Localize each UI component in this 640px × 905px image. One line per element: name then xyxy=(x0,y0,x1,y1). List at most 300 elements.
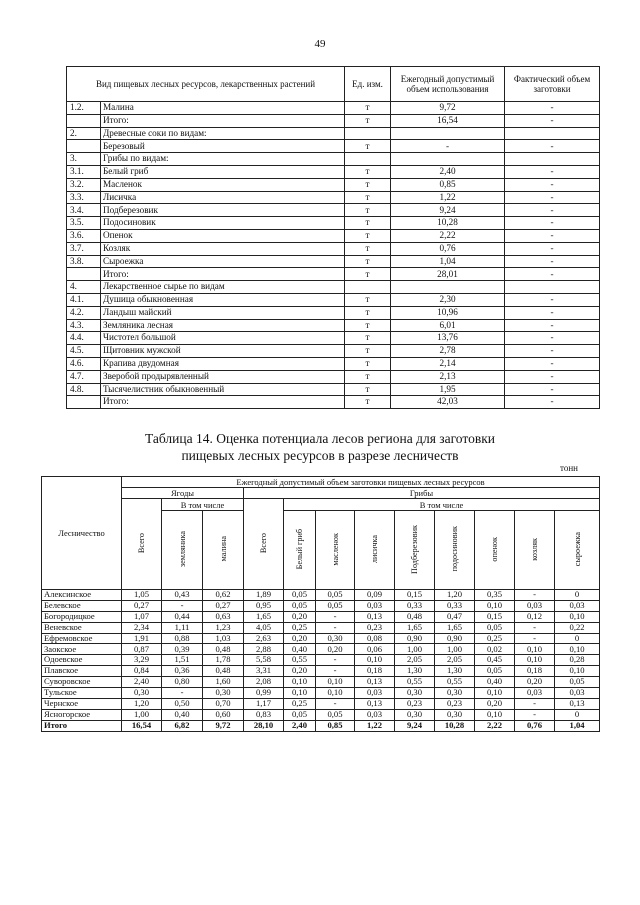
table-row xyxy=(67,191,600,204)
value-cell: 0,10 xyxy=(475,709,515,720)
value-cell: - xyxy=(515,622,555,633)
value-cell: 0,63 xyxy=(203,611,244,622)
resource-name: Подберезовик xyxy=(101,204,345,217)
value-cell: 0,13 xyxy=(355,677,395,688)
value-cell: 1,65 xyxy=(395,622,435,633)
actual-cell: - xyxy=(505,293,600,306)
value-cell: 0,25 xyxy=(284,622,316,633)
unit-cell: т xyxy=(345,229,391,242)
volume-cell: 10,28 xyxy=(391,217,505,230)
unit-cell: т xyxy=(345,178,391,191)
header-main: Ежегодный допустимый объем заготовки пищевых лесных ресурсов xyxy=(122,477,600,488)
row-number xyxy=(67,396,101,409)
header-incl-mushrooms: В том числе xyxy=(284,499,600,511)
actual-cell: - xyxy=(505,268,600,281)
value-cell: 1,89 xyxy=(244,590,284,601)
row-number: 3.3. xyxy=(67,191,101,204)
value-cell: 0,47 xyxy=(435,611,475,622)
table-row xyxy=(67,268,600,281)
row-number: 3. xyxy=(67,153,101,166)
value-cell: 0,88 xyxy=(162,633,203,644)
header-syroezhka: сыроежка xyxy=(555,511,600,590)
value-cell: 1,30 xyxy=(435,666,475,677)
value-cell: 0,25 xyxy=(475,633,515,644)
row-number: 4.1. xyxy=(67,293,101,306)
table-row xyxy=(42,666,600,677)
table-row xyxy=(67,127,600,140)
table-row xyxy=(67,255,600,268)
volume-cell: 2,14 xyxy=(391,357,505,370)
value-cell: 0,55 xyxy=(435,677,475,688)
header-berries-total: Всего xyxy=(122,499,162,590)
row-number: 3.5. xyxy=(67,217,101,230)
value-cell: 0 xyxy=(555,709,600,720)
header-lesnichestvo: Лесничество xyxy=(42,477,122,590)
row-number: 4.4. xyxy=(67,332,101,345)
table-14-title xyxy=(0,430,640,464)
value-cell: 0,70 xyxy=(203,698,244,709)
resource-name: Душица обыкновенная xyxy=(101,293,345,306)
value-cell: 0,03 xyxy=(555,688,600,699)
resource-name: Крапива двудомная xyxy=(101,357,345,370)
value-cell: 0,03 xyxy=(355,709,395,720)
lesnichestvo-name: Веневское xyxy=(42,622,122,633)
table-row xyxy=(67,229,600,242)
actual-cell xyxy=(505,281,600,294)
table-row xyxy=(67,319,600,332)
unit-cell: т xyxy=(345,357,391,370)
resources-table-body xyxy=(67,102,600,409)
volume-cell: 9,72 xyxy=(391,102,505,115)
lesnichestvo-name: Богородицкое xyxy=(42,611,122,622)
value-cell: 2,05 xyxy=(395,655,435,666)
table-row xyxy=(67,153,600,166)
table-row xyxy=(67,204,600,217)
value-cell: 1,20 xyxy=(122,698,162,709)
table-14-title-line-1: Таблица 14. Оценка потенциала лесов региона для заготовки xyxy=(144,431,496,446)
lesnichestvo-name: Чернское xyxy=(42,698,122,709)
volume-cell: 0,76 xyxy=(391,242,505,255)
row-number: 3.1. xyxy=(67,165,101,178)
unit-cell: т xyxy=(345,370,391,383)
table-row xyxy=(42,600,600,611)
value-cell: 1,07 xyxy=(122,611,162,622)
value-cell: 0,22 xyxy=(555,622,600,633)
value-cell: 0,05 xyxy=(284,600,316,611)
row-number: 4.3. xyxy=(67,319,101,332)
value-cell: 0,12 xyxy=(515,611,555,622)
header-berries: Ягоды xyxy=(122,488,244,499)
value-cell: 0,30 xyxy=(316,633,355,644)
value-cell: 0,10 xyxy=(555,611,600,622)
unit-cell: т xyxy=(345,165,391,178)
value-cell: 0,23 xyxy=(435,698,475,709)
volume-cell: 2,40 xyxy=(391,165,505,178)
table-row xyxy=(42,688,600,699)
volume-cell xyxy=(391,281,505,294)
resource-name: Щитовник мужской xyxy=(101,345,345,358)
value-cell: - xyxy=(162,688,203,699)
value-cell: 0,36 xyxy=(162,666,203,677)
value-cell: 0,08 xyxy=(355,633,395,644)
value-cell: - xyxy=(316,611,355,622)
table-row xyxy=(67,357,600,370)
value-cell: 1,00 xyxy=(395,644,435,655)
value-cell: 0,10 xyxy=(316,677,355,688)
resource-name: Итого: xyxy=(101,268,345,281)
value-cell: 1,04 xyxy=(555,720,600,731)
value-cell: 1,30 xyxy=(395,666,435,677)
row-number: 4.5. xyxy=(67,345,101,358)
value-cell: 0,05 xyxy=(284,590,316,601)
actual-cell xyxy=(505,153,600,166)
unit-cell xyxy=(345,281,391,294)
row-number xyxy=(67,140,101,153)
value-cell: 1,20 xyxy=(435,590,475,601)
value-cell: 0,05 xyxy=(475,666,515,677)
header-podberezovik: Подберезовик xyxy=(395,511,435,590)
resource-name: Козляк xyxy=(101,242,345,255)
value-cell: 0,80 xyxy=(162,677,203,688)
value-cell: - xyxy=(515,698,555,709)
forestry-table xyxy=(41,476,600,732)
value-cell: 0,33 xyxy=(395,600,435,611)
value-cell: 0,90 xyxy=(435,633,475,644)
header-lisichka: лисичка xyxy=(355,511,395,590)
volume-cell: 0,85 xyxy=(391,178,505,191)
value-cell: 1,91 xyxy=(122,633,162,644)
volume-cell: 1,95 xyxy=(391,383,505,396)
header-incl-berries: В том числе xyxy=(162,499,244,511)
forestry-table-body xyxy=(42,590,600,732)
volume-cell: - xyxy=(391,140,505,153)
value-cell: 0,13 xyxy=(355,611,395,622)
unit-cell xyxy=(345,153,391,166)
total-row xyxy=(42,720,600,731)
table-row xyxy=(67,114,600,127)
value-cell: 1,05 xyxy=(122,590,162,601)
value-cell: 1,60 xyxy=(203,677,244,688)
header-kozlyak: козляк xyxy=(515,511,555,590)
table-row xyxy=(42,622,600,633)
value-cell: 0,05 xyxy=(316,590,355,601)
table-row xyxy=(67,306,600,319)
value-cell: 0,99 xyxy=(244,688,284,699)
actual-cell: - xyxy=(505,191,600,204)
table-row xyxy=(67,242,600,255)
unit-cell: т xyxy=(345,319,391,332)
row-number: 3.7. xyxy=(67,242,101,255)
value-cell: 2,08 xyxy=(244,677,284,688)
value-cell: 0,10 xyxy=(515,655,555,666)
resource-name: Березовый xyxy=(101,140,345,153)
value-cell: 0,13 xyxy=(555,698,600,709)
value-cell: 0,10 xyxy=(475,600,515,611)
lesnichestvo-name: Ефремовское xyxy=(42,633,122,644)
resources-table xyxy=(66,66,600,409)
table-row xyxy=(67,102,600,115)
value-cell: 0,06 xyxy=(355,644,395,655)
value-cell: 0,48 xyxy=(203,644,244,655)
actual-cell: - xyxy=(505,204,600,217)
value-cell: 0,10 xyxy=(475,688,515,699)
actual-cell: - xyxy=(505,165,600,178)
value-cell: 0,10 xyxy=(284,688,316,699)
table-row xyxy=(67,332,600,345)
unit-label: тонн xyxy=(560,463,578,473)
value-cell: 0,50 xyxy=(162,698,203,709)
unit-cell: т xyxy=(345,217,391,230)
lesnichestvo-name: Тульское xyxy=(42,688,122,699)
value-cell: 0,30 xyxy=(435,709,475,720)
value-cell: 0,03 xyxy=(515,688,555,699)
value-cell: 0,40 xyxy=(284,644,316,655)
value-cell: 0,27 xyxy=(203,600,244,611)
unit-cell: т xyxy=(345,293,391,306)
value-cell: 0 xyxy=(555,633,600,644)
value-cell: 0,40 xyxy=(475,677,515,688)
header-openok: опенок xyxy=(475,511,515,590)
value-cell: 0,45 xyxy=(475,655,515,666)
lesnichestvo-name: Ясногорское xyxy=(42,709,122,720)
row-number xyxy=(67,114,101,127)
table-row xyxy=(42,644,600,655)
table-row xyxy=(42,590,600,601)
actual-cell: - xyxy=(505,255,600,268)
resource-name: Масленок xyxy=(101,178,345,191)
value-cell: 2,88 xyxy=(244,644,284,655)
table-row xyxy=(42,677,600,688)
unit-cell: т xyxy=(345,306,391,319)
value-cell: 3,29 xyxy=(122,655,162,666)
value-cell: 0,60 xyxy=(203,709,244,720)
table-row xyxy=(42,709,600,720)
value-cell: 0,10 xyxy=(284,677,316,688)
value-cell: 2,40 xyxy=(284,720,316,731)
resource-name: Тысячелистник обыкновенный xyxy=(101,383,345,396)
volume-cell xyxy=(391,127,505,140)
value-cell: 0,28 xyxy=(555,655,600,666)
table-14-title-line-2: пищевых лесных ресурсов в разрезе лесничеств xyxy=(181,448,459,463)
table-row xyxy=(67,140,600,153)
row-number: 4.8. xyxy=(67,383,101,396)
value-cell: 0,05 xyxy=(316,600,355,611)
unit-cell: т xyxy=(345,204,391,217)
value-cell: 0,20 xyxy=(284,633,316,644)
actual-cell: - xyxy=(505,178,600,191)
value-cell: 0,30 xyxy=(203,688,244,699)
volume-cell: 16,54 xyxy=(391,114,505,127)
row-number xyxy=(67,268,101,281)
header-belyi-grib: Белый гриб xyxy=(284,511,316,590)
value-cell: 0,35 xyxy=(475,590,515,601)
value-cell: 0,18 xyxy=(515,666,555,677)
resource-name: Лисичка xyxy=(101,191,345,204)
header-mushrooms-total: Всего xyxy=(244,499,284,590)
value-cell: 0,90 xyxy=(395,633,435,644)
resource-name: Грибы по видам: xyxy=(101,153,345,166)
unit-cell: т xyxy=(345,345,391,358)
volume-cell: 6,01 xyxy=(391,319,505,332)
volume-cell: 2,22 xyxy=(391,229,505,242)
value-cell: 0,55 xyxy=(284,655,316,666)
unit-cell: т xyxy=(345,140,391,153)
value-cell: 0,09 xyxy=(355,590,395,601)
header-mushrooms: Грибы xyxy=(244,488,600,499)
header-resource-type: Вид пищевых лесных ресурсов, лекарственных растений xyxy=(67,67,345,102)
value-cell: 0,85 xyxy=(316,720,355,731)
value-cell: 0,03 xyxy=(355,688,395,699)
value-cell: 0,20 xyxy=(515,677,555,688)
lesnichestvo-name: Одоевское xyxy=(42,655,122,666)
lesnichestvo-name: Заокское xyxy=(42,644,122,655)
value-cell: 3,31 xyxy=(244,666,284,677)
actual-cell: - xyxy=(505,370,600,383)
value-cell: 0,03 xyxy=(515,600,555,611)
actual-cell: - xyxy=(505,319,600,332)
value-cell: 0,05 xyxy=(284,709,316,720)
value-cell: 0,27 xyxy=(122,600,162,611)
value-cell: 0,18 xyxy=(355,666,395,677)
value-cell: 10,28 xyxy=(435,720,475,731)
volume-cell: 28,01 xyxy=(391,268,505,281)
volume-cell: 9,24 xyxy=(391,204,505,217)
value-cell: - xyxy=(316,655,355,666)
value-cell: 1,22 xyxy=(355,720,395,731)
value-cell: 0,23 xyxy=(355,622,395,633)
lesnichestvo-name: Белевское xyxy=(42,600,122,611)
volume-cell: 13,76 xyxy=(391,332,505,345)
actual-cell xyxy=(505,127,600,140)
volume-cell: 2,13 xyxy=(391,370,505,383)
actual-cell: - xyxy=(505,229,600,242)
value-cell: 0,87 xyxy=(122,644,162,655)
table-row xyxy=(42,633,600,644)
value-cell: 1,11 xyxy=(162,622,203,633)
header-zemlyanika: земляника xyxy=(162,511,203,590)
lesnichestvo-name: Плавское xyxy=(42,666,122,677)
value-cell: 0,43 xyxy=(162,590,203,601)
value-cell: 0,23 xyxy=(395,698,435,709)
unit-cell: т xyxy=(345,114,391,127)
table-row xyxy=(67,383,600,396)
actual-cell: - xyxy=(505,345,600,358)
value-cell: 0,20 xyxy=(316,644,355,655)
header-maslenok: масленок xyxy=(316,511,355,590)
header-unit: Ед. изм. xyxy=(345,67,391,102)
unit-cell xyxy=(345,127,391,140)
unit-cell: т xyxy=(345,383,391,396)
actual-cell: - xyxy=(505,114,600,127)
actual-cell: - xyxy=(505,332,600,345)
lesnichestvo-name: Итого xyxy=(42,720,122,731)
unit-cell: т xyxy=(345,242,391,255)
value-cell: 0,30 xyxy=(435,688,475,699)
unit-cell: т xyxy=(345,396,391,409)
value-cell: 1,00 xyxy=(435,644,475,655)
value-cell: 0,40 xyxy=(162,709,203,720)
value-cell: 6,82 xyxy=(162,720,203,731)
table-row xyxy=(67,178,600,191)
value-cell: 9,72 xyxy=(203,720,244,731)
table-row xyxy=(42,611,600,622)
row-number: 4.6. xyxy=(67,357,101,370)
value-cell: 0,10 xyxy=(555,666,600,677)
actual-cell: - xyxy=(505,383,600,396)
value-cell: 1,17 xyxy=(244,698,284,709)
value-cell: 4,05 xyxy=(244,622,284,633)
resource-name: Чистотел большой xyxy=(101,332,345,345)
actual-cell: - xyxy=(505,357,600,370)
value-cell: 1,51 xyxy=(162,655,203,666)
value-cell: 1,78 xyxy=(203,655,244,666)
resource-name: Малина xyxy=(101,102,345,115)
value-cell: 2,05 xyxy=(435,655,475,666)
table-row xyxy=(67,217,600,230)
lesnichestvo-name: Алексинское xyxy=(42,590,122,601)
table-row xyxy=(67,345,600,358)
page-number: 49 xyxy=(314,38,326,50)
header-malina: малина xyxy=(203,511,244,590)
value-cell: 0,10 xyxy=(515,644,555,655)
value-cell: 1,23 xyxy=(203,622,244,633)
value-cell: 0,10 xyxy=(555,644,600,655)
row-number: 2. xyxy=(67,127,101,140)
value-cell: 0,20 xyxy=(284,611,316,622)
volume-cell: 2,30 xyxy=(391,293,505,306)
value-cell: 2,63 xyxy=(244,633,284,644)
value-cell: 0,44 xyxy=(162,611,203,622)
table-row xyxy=(67,293,600,306)
row-number: 3.6. xyxy=(67,229,101,242)
value-cell: 1,03 xyxy=(203,633,244,644)
value-cell: - xyxy=(316,666,355,677)
volume-cell: 1,22 xyxy=(391,191,505,204)
value-cell: 0,84 xyxy=(122,666,162,677)
value-cell: 2,40 xyxy=(122,677,162,688)
unit-cell: т xyxy=(345,332,391,345)
value-cell: - xyxy=(316,698,355,709)
value-cell: 2,34 xyxy=(122,622,162,633)
value-cell: 0,83 xyxy=(244,709,284,720)
value-cell: 0,13 xyxy=(355,698,395,709)
value-cell: 0,76 xyxy=(515,720,555,731)
value-cell: 0,25 xyxy=(284,698,316,709)
unit-cell: т xyxy=(345,191,391,204)
value-cell: 0,95 xyxy=(244,600,284,611)
table-row xyxy=(67,165,600,178)
resource-name: Опенок xyxy=(101,229,345,242)
volume-cell: 2,78 xyxy=(391,345,505,358)
row-number: 4. xyxy=(67,281,101,294)
value-cell: - xyxy=(316,622,355,633)
resource-name: Белый гриб xyxy=(101,165,345,178)
value-cell: 0,20 xyxy=(475,698,515,709)
row-number: 4.2. xyxy=(67,306,101,319)
resource-name: Итого: xyxy=(101,396,345,409)
value-cell: - xyxy=(162,600,203,611)
actual-cell: - xyxy=(505,102,600,115)
value-cell: 0,30 xyxy=(122,688,162,699)
resource-name: Древесные соки по видам: xyxy=(101,127,345,140)
volume-cell: 1,04 xyxy=(391,255,505,268)
value-cell: 16,54 xyxy=(122,720,162,731)
resource-name: Сыроежка xyxy=(101,255,345,268)
actual-cell: - xyxy=(505,242,600,255)
value-cell: 0,30 xyxy=(395,688,435,699)
value-cell: 0,48 xyxy=(395,611,435,622)
value-cell: 9,24 xyxy=(395,720,435,731)
